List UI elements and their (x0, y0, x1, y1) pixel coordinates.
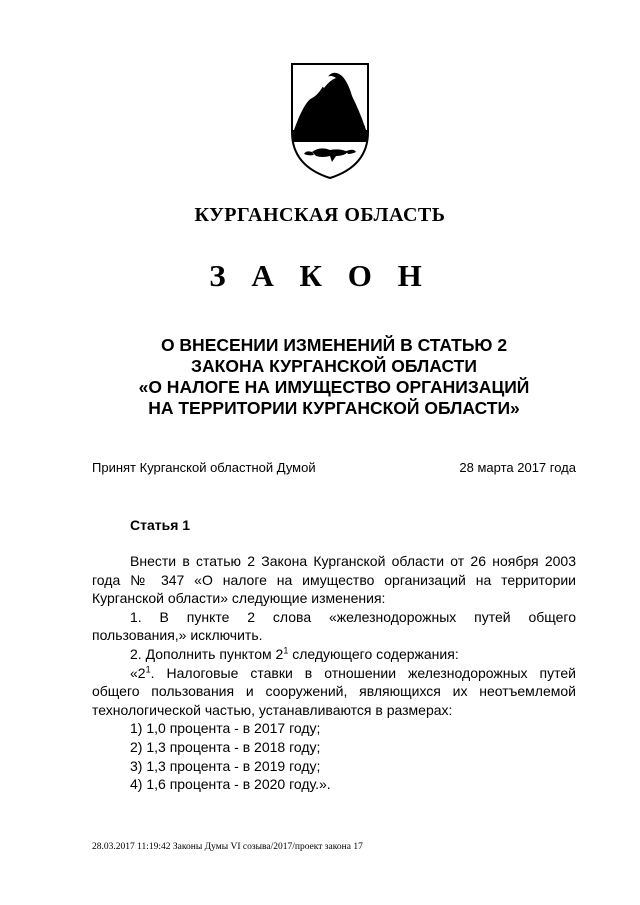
quote-text: . Налоговые ставки в отношении железнодорожных путей общего пользования и сооружений, являющихся их неотъемлемой технологической частью, устанавливаются в размерах: (92, 664, 576, 718)
law-title-line: НА ТЕРРИТОРИИ КУРГАНСКОЙ ОБЛАСТИ» (148, 398, 520, 418)
document-type: З А К О Н (209, 258, 431, 293)
quote-superscript: 1 (145, 663, 151, 674)
footer-stamp: 28.03.2017 11:19:42 Законы Думы VI созыва/2017/проект закона 17 (92, 842, 363, 852)
rate-item: 2) 1,3 процента - в 2018 году; (130, 738, 321, 755)
adoption-line (92, 460, 576, 475)
article-heading: Статья 1 (130, 517, 191, 533)
coat-of-arms-icon (290, 62, 370, 180)
law-title-line: «О НАЛОГЕ НА ИМУЩЕСТВО ОРГАНИЗАЦИЙ (138, 377, 530, 397)
adoption-date: 28 марта 2017 года (459, 460, 576, 475)
item2-text: 2. Дополнить пунктом 2 (130, 645, 284, 662)
law-title-line: О ВНЕСЕНИИ ИЗМЕНЕНИЙ В СТАТЬЮ 2 (160, 335, 508, 355)
item2-text-end: следующего содержания: (288, 645, 459, 662)
article-intro: Внести в статью 2 Закона Курганской области от 26 ноября 2003 года № 347 «О налоге на имущество организаций на территории Курганской области» следующие изменения: (92, 553, 576, 607)
rate-item: 3) 1,3 процента - в 2019 году; (130, 757, 321, 774)
law-title-line: ЗАКОНА КУРГАНСКОЙ ОБЛАСТИ (191, 356, 477, 376)
article-item-2 (92, 645, 576, 664)
quote-open: «2 (130, 664, 146, 681)
article-item-1: 1. В пункте 2 слова «железнодорожных путей общего пользования,» исключить. (92, 608, 576, 644)
law-title (0, 335, 640, 419)
article-body (92, 552, 576, 794)
rate-item: 1) 1,0 процента - в 2017 году; (130, 720, 321, 737)
item2-superscript: 1 (283, 645, 289, 656)
quoted-paragraph (92, 664, 576, 720)
adopted-by: Принят Курганской областной Думой (92, 460, 316, 475)
region-name: КУРГАНСКАЯ ОБЛАСТЬ (194, 204, 446, 226)
rate-item: 4) 1,6 процента - в 2020 году.». (130, 776, 331, 793)
